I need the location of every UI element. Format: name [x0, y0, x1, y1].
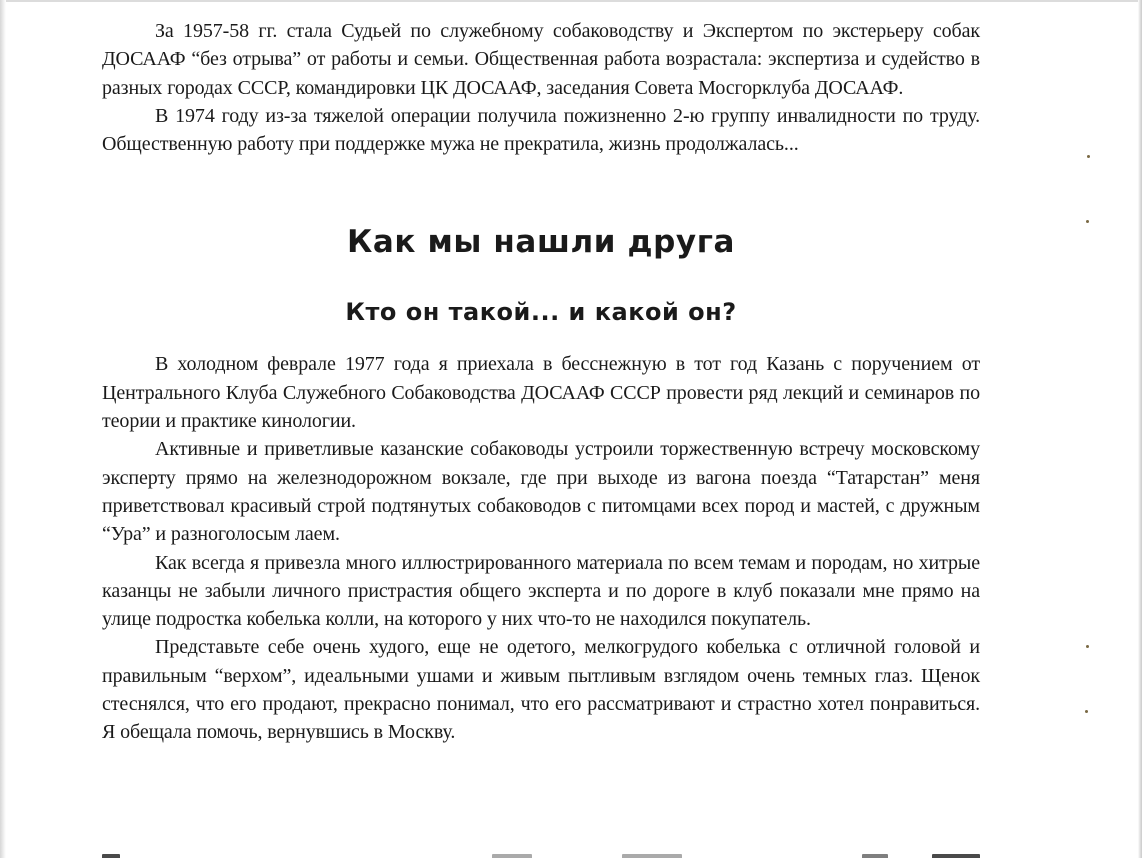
chapter-title: Как мы нашли друга [346, 224, 736, 261]
page-left-edge [0, 0, 6, 858]
chapter-subtitle: Кто он такой... и какой он? [345, 298, 737, 327]
scan-speck [1087, 155, 1090, 158]
paragraph: Активные и приветливые казанские собаководы устроили торжественную встречу московскому эксперту прямо на железнодорожном вокзале, где при выходе из вагона поезда “Татарстан” меня приветствовал красивый строй подтянутых собаководов с питомцами всех пород и мастей, с дружным “Ура” и разноголосым лаем. [102, 438, 980, 546]
cut-off-text-line [102, 846, 980, 858]
scan-speck [1086, 645, 1089, 648]
chapter-body-text [102, 350, 980, 746]
paragraph: В холодном феврале 1977 года я приехала в бесснежную в тот год Казань с поручением от Центрального Клуба Служебного Собаководства ДОСААФ СССР провести ряд лекций и семинаров по теории и практике кинологии. [102, 353, 980, 433]
paragraph: За 1957-58 гг. стала Судьей по служебному собаководству и Экспертом по экстерьеру собак ДОСААФ “без отрыва” от работы и семьи. Общественная работа возрастала: экспертиза и судейство в разных городах СССР, командировки ЦК ДОСААФ, заседания Совета Мосгорклуба ДОСААФ. [102, 20, 980, 99]
text-column [102, 17, 980, 747]
page-top-edge [0, 0, 1142, 2]
scan-speck [1086, 220, 1089, 223]
page-right-edge [1138, 0, 1142, 858]
paragraph: В 1974 году из-за тяжелой операции получила пожизненно 2-ю группу инвалидности по труду. Общественную работу при поддержке мужа не прекратила, жизнь продолжалась... [102, 104, 980, 156]
paragraph: Как всегда я привезла много иллюстрированного материала по всем темам и породам, но хитрые казанцы не забыли личного пристрастия общего эксперта и по дороге в клуб показали мне прямо на улице подростка кобелька колли, на которого у них что-то не находился покупатель. [102, 551, 980, 631]
paragraph: Представьте себе очень худого, еще не одетого, мелкогрудого кобелька с отличной головой и правильным “верхом”, идеальными ушами и живым пытливым взглядом очень темных глаз. Щенок стеснялся, что его продают, прекрасно понимал, что его рассматривают и страстно хотел понравиться. Я обещала помочь, вернувшись в Москву. [102, 636, 980, 744]
scan-speck [1085, 710, 1088, 713]
previous-section-text [102, 17, 980, 158]
